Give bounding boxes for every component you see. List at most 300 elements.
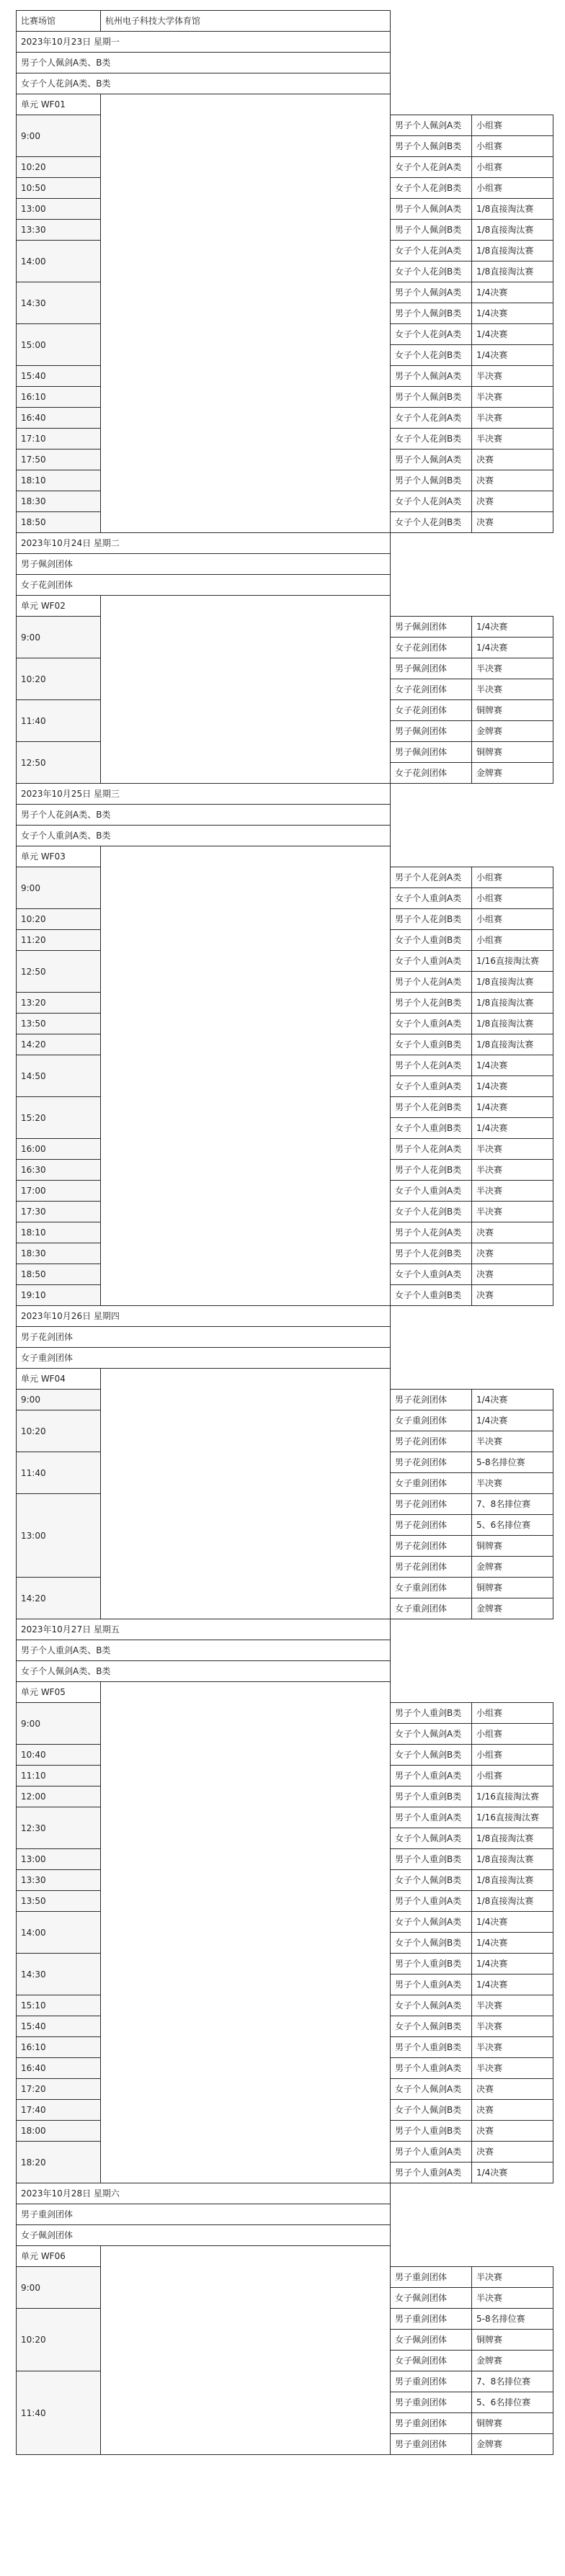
match-time: 13:00	[17, 1494, 101, 1578]
unit-spacer	[101, 846, 391, 1306]
match-round: 小组赛	[472, 1766, 553, 1786]
match-round: 铜牌赛	[472, 2330, 553, 2351]
match-round: 决赛	[472, 1222, 553, 1243]
match-round: 1/8直接淘汰赛	[472, 1870, 553, 1891]
match-time: 18:00	[17, 2121, 101, 2142]
match-time: 9:00	[17, 1703, 101, 1745]
match-time: 11:10	[17, 1766, 101, 1786]
match-time: 14:50	[17, 1055, 101, 1097]
match-event: 男子个人重剑A类	[391, 2163, 472, 2183]
match-round: 1/4决赛	[472, 1118, 553, 1139]
match-round: 5-8名排位赛	[472, 1452, 553, 1473]
match-time: 13:30	[17, 220, 101, 241]
match-time: 15:40	[17, 366, 101, 387]
match-time: 10:40	[17, 1745, 101, 1766]
date-row	[17, 1619, 553, 1640]
match-time: 13:30	[17, 1870, 101, 1891]
match-round: 决赛	[472, 2079, 553, 2100]
match-event: 女子个人重剑A类	[391, 888, 472, 909]
match-event: 男子个人佩剑B类	[391, 136, 472, 157]
unit-row	[17, 596, 553, 617]
date-heading: 2023年10月27日 星期五	[17, 1619, 391, 1640]
match-time: 18:10	[17, 470, 101, 491]
match-round: 铜牌赛	[472, 700, 553, 721]
match-time: 15:40	[17, 2016, 101, 2037]
match-time: 11:40	[17, 700, 101, 742]
match-event: 男子个人重剑A类	[391, 1891, 472, 1912]
match-event: 女子个人花剑A类	[391, 324, 472, 345]
match-event: 女子个人重剑B类	[391, 930, 472, 951]
match-round: 金牌赛	[472, 2434, 553, 2455]
event-name: 女子重剑团体	[17, 1348, 391, 1369]
unit-spacer	[101, 2246, 391, 2455]
match-event: 女子个人重剑A类	[391, 951, 472, 972]
event-row	[17, 1640, 553, 1661]
match-round: 决赛	[472, 470, 553, 491]
match-event: 女子个人佩剑A类	[391, 1828, 472, 1849]
match-round: 1/4决赛	[472, 1954, 553, 1975]
match-time: 18:50	[17, 1264, 101, 1285]
match-time: 17:00	[17, 1181, 101, 1202]
match-time: 10:20	[17, 1410, 101, 1452]
match-round: 小组赛	[472, 909, 553, 930]
match-event: 男子个人佩剑B类	[391, 387, 472, 408]
match-time: 12:50	[17, 742, 101, 784]
match-event: 女子个人重剑B类	[391, 1285, 472, 1306]
match-round: 铜牌赛	[472, 2413, 553, 2434]
match-round: 5-8名排位赛	[472, 2309, 553, 2330]
match-event: 男子佩剑团体	[391, 658, 472, 679]
venue-row	[17, 11, 553, 32]
match-round: 半决赛	[472, 1202, 553, 1222]
match-round: 7、8名排位赛	[472, 2371, 553, 2392]
match-time: 15:00	[17, 324, 101, 366]
match-round: 铜牌赛	[472, 742, 553, 763]
match-time: 10:20	[17, 2309, 101, 2371]
venue-name: 杭州电子科技大学体育馆	[101, 11, 391, 32]
event-name: 女子佩剑团体	[17, 2225, 391, 2246]
match-event: 男子个人佩剑A类	[391, 450, 472, 470]
match-round: 决赛	[472, 1243, 553, 1264]
match-event: 女子个人佩剑A类	[391, 2079, 472, 2100]
match-event: 男子个人佩剑B类	[391, 303, 472, 324]
match-time: 9:00	[17, 1390, 101, 1410]
event-row	[17, 575, 553, 596]
match-time: 10:50	[17, 178, 101, 199]
date-row	[17, 32, 553, 53]
match-event: 男子花剑团体	[391, 1431, 472, 1452]
match-event: 男子重剑团体	[391, 2413, 472, 2434]
match-time: 16:40	[17, 408, 101, 429]
match-time: 18:50	[17, 512, 101, 533]
match-round: 1/8直接淘汰赛	[472, 1849, 553, 1870]
match-event: 男子个人花剑A类	[391, 972, 472, 993]
match-event: 男子个人重剑B类	[391, 1786, 472, 1807]
match-round: 半决赛	[472, 408, 553, 429]
unit-label: 单元 WF04	[17, 1369, 101, 1390]
match-event: 男子重剑团体	[391, 2392, 472, 2413]
date-heading: 2023年10月28日 星期六	[17, 2183, 391, 2204]
match-round: 小组赛	[472, 888, 553, 909]
match-event: 男子个人重剑B类	[391, 1849, 472, 1870]
event-name: 女子花剑团体	[17, 575, 391, 596]
match-event: 男子个人重剑A类	[391, 1807, 472, 1828]
match-round: 小组赛	[472, 930, 553, 951]
date-row	[17, 784, 553, 805]
match-event: 女子重剑团体	[391, 1410, 472, 1431]
match-event: 男子个人花剑B类	[391, 1097, 472, 1118]
match-round: 金牌赛	[472, 763, 553, 784]
match-round: 7、8名排位赛	[472, 1494, 553, 1515]
match-time: 18:10	[17, 1222, 101, 1243]
match-event: 男子花剑团体	[391, 1557, 472, 1578]
match-time: 17:10	[17, 429, 101, 450]
match-round: 1/16直接淘汰赛	[472, 951, 553, 972]
match-round: 决赛	[472, 450, 553, 470]
unit-label: 单元 WF02	[17, 596, 101, 617]
match-time: 12:50	[17, 951, 101, 993]
event-name: 女子个人花剑A类、B类	[17, 73, 391, 94]
event-name: 男子个人重剑A类、B类	[17, 1640, 391, 1661]
event-row	[17, 53, 553, 73]
match-round: 半决赛	[472, 429, 553, 450]
match-event: 女子花剑团体	[391, 638, 472, 658]
event-row	[17, 2204, 553, 2225]
match-round: 1/4决赛	[472, 345, 553, 366]
match-event: 女子重剑团体	[391, 1578, 472, 1598]
match-round: 小组赛	[472, 1724, 553, 1745]
match-time: 18:30	[17, 1243, 101, 1264]
match-time: 15:10	[17, 1995, 101, 2016]
match-event: 女子个人花剑B类	[391, 512, 472, 533]
match-round: 半决赛	[472, 1139, 553, 1160]
match-event: 男子个人重剑B类	[391, 2037, 472, 2058]
match-event: 女子个人花剑B类	[391, 178, 472, 199]
match-event: 女子个人佩剑A类	[391, 1995, 472, 2016]
match-time: 16:10	[17, 387, 101, 408]
match-round: 半决赛	[472, 2016, 553, 2037]
match-round: 1/8直接淘汰赛	[472, 1014, 553, 1034]
unit-row	[17, 1682, 553, 1703]
venue-label: 比赛场馆	[17, 11, 101, 32]
match-round: 半决赛	[472, 658, 553, 679]
match-round: 1/8直接淘汰赛	[472, 1034, 553, 1055]
match-round: 1/8直接淘汰赛	[472, 972, 553, 993]
match-round: 决赛	[472, 2121, 553, 2142]
match-time: 14:00	[17, 241, 101, 282]
match-event: 男子花剑团体	[391, 1390, 472, 1410]
date-row	[17, 1306, 553, 1327]
match-round: 1/8直接淘汰赛	[472, 1828, 553, 1849]
event-name: 男子个人花剑A类、B类	[17, 805, 391, 826]
match-time: 14:20	[17, 1034, 101, 1055]
match-round: 半决赛	[472, 2058, 553, 2079]
match-event: 男子花剑团体	[391, 1494, 472, 1515]
match-round: 小组赛	[472, 136, 553, 157]
match-time: 13:50	[17, 1014, 101, 1034]
match-round: 1/8直接淘汰赛	[472, 1891, 553, 1912]
match-round: 半决赛	[472, 2267, 553, 2288]
unit-label: 单元 WF03	[17, 846, 101, 867]
match-event: 女子个人佩剑B类	[391, 1933, 472, 1954]
match-event: 女子个人佩剑B类	[391, 2100, 472, 2121]
match-round: 1/4决赛	[472, 303, 553, 324]
match-event: 女子个人重剑B类	[391, 1118, 472, 1139]
match-event: 男子花剑团体	[391, 1515, 472, 1536]
match-event: 女子个人花剑B类	[391, 429, 472, 450]
match-round: 决赛	[472, 1285, 553, 1306]
match-event: 男子个人重剑B类	[391, 2121, 472, 2142]
match-time: 14:30	[17, 1954, 101, 1995]
unit-row	[17, 846, 553, 867]
match-round: 金牌赛	[472, 721, 553, 742]
match-event: 男子个人佩剑A类	[391, 282, 472, 303]
match-time: 10:20	[17, 157, 101, 178]
match-round: 1/4决赛	[472, 1933, 553, 1954]
match-event: 男子重剑团体	[391, 2371, 472, 2392]
schedule-table	[16, 10, 553, 2455]
match-round: 半决赛	[472, 2288, 553, 2309]
match-round: 1/4决赛	[472, 1390, 553, 1410]
match-event: 男子个人花剑A类	[391, 1055, 472, 1076]
event-row	[17, 1661, 553, 1682]
match-event: 女子个人花剑B类	[391, 1202, 472, 1222]
match-round: 1/8直接淘汰赛	[472, 220, 553, 241]
match-event: 男子重剑团体	[391, 2267, 472, 2288]
match-round: 半决赛	[472, 679, 553, 700]
match-event: 男子个人重剑A类	[391, 2058, 472, 2079]
event-row	[17, 554, 553, 575]
match-round: 1/4决赛	[472, 1410, 553, 1431]
event-name: 男子花剑团体	[17, 1327, 391, 1348]
match-event: 男子花剑团体	[391, 1452, 472, 1473]
event-name: 男子重剑团体	[17, 2204, 391, 2225]
match-event: 男子个人花剑B类	[391, 993, 472, 1014]
match-time: 17:30	[17, 1202, 101, 1222]
match-event: 男子个人花剑A类	[391, 1139, 472, 1160]
unit-spacer	[101, 596, 391, 784]
match-round: 决赛	[472, 2100, 553, 2121]
match-event: 女子个人花剑A类	[391, 408, 472, 429]
match-round: 1/4决赛	[472, 1097, 553, 1118]
match-round: 决赛	[472, 2142, 553, 2163]
match-round: 1/4决赛	[472, 324, 553, 345]
match-round: 半决赛	[472, 1181, 553, 1202]
match-time: 12:00	[17, 1786, 101, 1807]
date-heading: 2023年10月26日 星期四	[17, 1306, 391, 1327]
match-round: 决赛	[472, 491, 553, 512]
match-event: 女子重剑团体	[391, 1598, 472, 1619]
date-row	[17, 2183, 553, 2204]
match-event: 女子重剑团体	[391, 1473, 472, 1494]
match-time: 14:30	[17, 282, 101, 324]
match-round: 金牌赛	[472, 2351, 553, 2371]
match-event: 女子个人重剑A类	[391, 1264, 472, 1285]
match-event: 男子个人花剑B类	[391, 909, 472, 930]
match-event: 女子个人佩剑B类	[391, 2016, 472, 2037]
match-event: 男子重剑团体	[391, 2309, 472, 2330]
match-event: 女子个人花剑A类	[391, 157, 472, 178]
match-round: 铜牌赛	[472, 1578, 553, 1598]
date-heading: 2023年10月24日 星期二	[17, 533, 391, 554]
match-event: 男子个人花剑B类	[391, 1243, 472, 1264]
match-time: 13:00	[17, 1849, 101, 1870]
match-event: 女子个人佩剑A类	[391, 1724, 472, 1745]
match-round: 1/16直接淘汰赛	[472, 1807, 553, 1828]
match-time: 9:00	[17, 867, 101, 909]
match-event: 男子个人重剑A类	[391, 2142, 472, 2163]
match-round: 小组赛	[472, 178, 553, 199]
match-time: 9:00	[17, 2267, 101, 2309]
match-event: 女子花剑团体	[391, 763, 472, 784]
match-round: 1/4决赛	[472, 1975, 553, 1995]
match-round: 小组赛	[472, 157, 553, 178]
event-row	[17, 1327, 553, 1348]
match-event: 男子佩剑团体	[391, 721, 472, 742]
match-time: 12:30	[17, 1807, 101, 1849]
match-time: 13:50	[17, 1891, 101, 1912]
match-round: 金牌赛	[472, 1598, 553, 1619]
match-time: 14:20	[17, 1578, 101, 1619]
match-event: 男子个人佩剑A类	[391, 115, 472, 136]
match-event: 男子个人佩剑B类	[391, 220, 472, 241]
match-time: 10:20	[17, 658, 101, 700]
match-event: 男子佩剑团体	[391, 617, 472, 638]
match-event: 女子个人重剑B类	[391, 1034, 472, 1055]
match-event: 女子佩剑团体	[391, 2288, 472, 2309]
match-time: 10:20	[17, 909, 101, 930]
match-round: 5、6名排位赛	[472, 1515, 553, 1536]
match-round: 小组赛	[472, 1703, 553, 1724]
match-time: 16:40	[17, 2058, 101, 2079]
unit-spacer	[101, 1682, 391, 2183]
match-round: 半决赛	[472, 387, 553, 408]
match-round: 1/8直接淘汰赛	[472, 993, 553, 1014]
match-round: 1/4决赛	[472, 638, 553, 658]
match-round: 1/4决赛	[472, 1055, 553, 1076]
match-event: 男子佩剑团体	[391, 742, 472, 763]
match-time: 11:20	[17, 930, 101, 951]
match-round: 半决赛	[472, 1431, 553, 1452]
match-round: 半决赛	[472, 1160, 553, 1181]
match-time: 15:20	[17, 1097, 101, 1139]
match-time: 17:50	[17, 450, 101, 470]
match-event: 女子个人佩剑B类	[391, 1870, 472, 1891]
date-heading: 2023年10月25日 星期三	[17, 784, 391, 805]
event-row	[17, 805, 553, 826]
match-round: 半决赛	[472, 1995, 553, 2016]
unit-spacer	[101, 1369, 391, 1619]
match-round: 1/4决赛	[472, 617, 553, 638]
match-round: 1/16直接淘汰赛	[472, 1786, 553, 1807]
match-round: 金牌赛	[472, 1557, 553, 1578]
match-time: 9:00	[17, 115, 101, 157]
match-round: 决赛	[472, 512, 553, 533]
match-time: 13:20	[17, 993, 101, 1014]
event-name: 男子佩剑团体	[17, 554, 391, 575]
match-round: 决赛	[472, 1264, 553, 1285]
match-time: 11:40	[17, 2371, 101, 2455]
match-event: 女子个人花剑A类	[391, 241, 472, 261]
event-row	[17, 73, 553, 94]
unit-row	[17, 94, 553, 115]
match-time: 9:00	[17, 617, 101, 658]
match-event: 男子个人重剑A类	[391, 1975, 472, 1995]
match-time: 16:00	[17, 1139, 101, 1160]
event-name: 女子个人佩剑A类、B类	[17, 1661, 391, 1682]
match-time: 11:40	[17, 1452, 101, 1494]
match-event: 男子个人重剑A类	[391, 1766, 472, 1786]
unit-label: 单元 WF01	[17, 94, 101, 115]
match-event: 女子个人重剑A类	[391, 1181, 472, 1202]
match-round: 小组赛	[472, 1745, 553, 1766]
event-row	[17, 2225, 553, 2246]
match-event: 女子个人佩剑B类	[391, 1745, 472, 1766]
match-event: 女子个人花剑B类	[391, 261, 472, 282]
match-event: 男子重剑团体	[391, 2434, 472, 2455]
match-event: 男子个人佩剑B类	[391, 470, 472, 491]
match-event: 男子个人佩剑A类	[391, 199, 472, 220]
match-event: 女子花剑团体	[391, 700, 472, 721]
event-name: 女子个人重剑A类、B类	[17, 826, 391, 846]
unit-row	[17, 2246, 553, 2267]
date-heading: 2023年10月23日 星期一	[17, 32, 391, 53]
match-time: 16:30	[17, 1160, 101, 1181]
match-event: 女子佩剑团体	[391, 2351, 472, 2371]
match-time: 19:10	[17, 1285, 101, 1306]
match-round: 小组赛	[472, 867, 553, 888]
match-event: 男子个人花剑A类	[391, 867, 472, 888]
match-event: 女子个人重剑A类	[391, 1014, 472, 1034]
event-row	[17, 826, 553, 846]
match-round: 1/8直接淘汰赛	[472, 261, 553, 282]
event-name: 男子个人佩剑A类、B类	[17, 53, 391, 73]
match-round: 铜牌赛	[472, 1536, 553, 1557]
unit-label: 单元 WF05	[17, 1682, 101, 1703]
match-round: 1/8直接淘汰赛	[472, 199, 553, 220]
date-row	[17, 533, 553, 554]
match-time: 17:40	[17, 2100, 101, 2121]
match-event: 女子花剑团体	[391, 679, 472, 700]
unit-spacer	[101, 94, 391, 533]
match-event: 女子个人重剑A类	[391, 1076, 472, 1097]
match-time: 18:20	[17, 2142, 101, 2183]
match-round: 1/8直接淘汰赛	[472, 241, 553, 261]
match-event: 男子花剑团体	[391, 1536, 472, 1557]
match-time: 14:00	[17, 1912, 101, 1954]
match-event: 女子佩剑团体	[391, 2330, 472, 2351]
match-time: 13:00	[17, 199, 101, 220]
match-round: 半决赛	[472, 2037, 553, 2058]
match-event: 男子个人花剑A类	[391, 1222, 472, 1243]
match-time: 17:20	[17, 2079, 101, 2100]
match-event: 男子个人佩剑A类	[391, 366, 472, 387]
unit-label: 单元 WF06	[17, 2246, 101, 2267]
match-round: 1/4决赛	[472, 2163, 553, 2183]
match-round: 1/4决赛	[472, 1912, 553, 1933]
match-round: 小组赛	[472, 115, 553, 136]
match-round: 5、6名排位赛	[472, 2392, 553, 2413]
match-event: 男子个人重剑B类	[391, 1703, 472, 1724]
match-event: 女子个人花剑B类	[391, 345, 472, 366]
match-event: 女子个人佩剑A类	[391, 1912, 472, 1933]
match-round: 半决赛	[472, 1473, 553, 1494]
match-event: 女子个人花剑A类	[391, 491, 472, 512]
match-event: 男子个人重剑B类	[391, 1954, 472, 1975]
match-event: 男子个人花剑B类	[391, 1160, 472, 1181]
match-round: 半决赛	[472, 366, 553, 387]
event-row	[17, 1348, 553, 1369]
